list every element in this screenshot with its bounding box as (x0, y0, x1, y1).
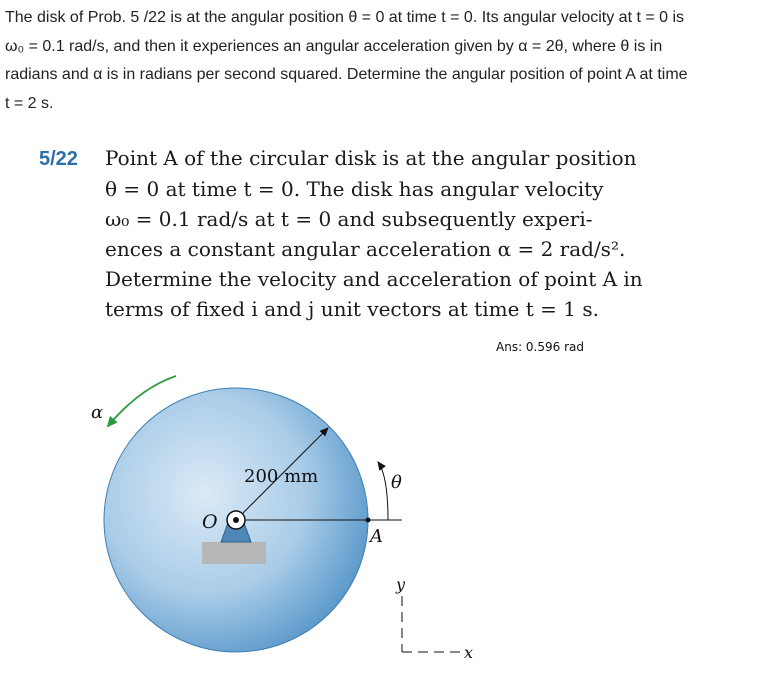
question-line-2: ω₀ = 0.1 rad/s, and then it experiences an angular acceleration given by α = 2θ, where θ is in (5, 37, 663, 55)
problem-line-2: θ = 0 at time t = 0. The disk has angular velocity (105, 177, 604, 201)
point-a-label: A (370, 526, 383, 547)
y-axis-label: y (396, 575, 406, 594)
problem-line-5: Determine the velocity and acceleration of point A in (105, 267, 643, 291)
theta-label: θ (391, 472, 402, 493)
alpha-label: α (91, 402, 104, 423)
x-axis-label: x (464, 643, 474, 662)
problem-line-4: ences a constant angular acceleration α = 2 rad/s². (105, 237, 626, 261)
answer-text: Ans: 0.596 rad (496, 340, 584, 354)
question-line-1: The disk of Prob. 5 /22 is at the angular position θ = 0 at time t = 0. Its angular velocity at t = 0 is (5, 9, 685, 26)
problem-line-6: terms of fixed i and j unit vectors at time t = 1 s. (105, 297, 599, 321)
hub-center (233, 517, 239, 523)
problem-line-1: Point A of the circular disk is at the angular position (105, 146, 637, 170)
radius-label: 200 mm (244, 466, 319, 487)
problem-line-3: ω₀ = 0.1 rad/s at t = 0 and subsequently experi- (105, 207, 593, 231)
point-a-marker (366, 518, 371, 523)
question-line-4: t = 2 s. (5, 94, 54, 112)
support-base (202, 542, 266, 564)
theta-arc-arrow (378, 462, 388, 520)
question-line-3: radians and α is in radians per second squared. Determine the angular position of point A at time (5, 66, 688, 83)
center-label: O (202, 511, 218, 533)
problem-number: 5/22 (39, 148, 78, 170)
